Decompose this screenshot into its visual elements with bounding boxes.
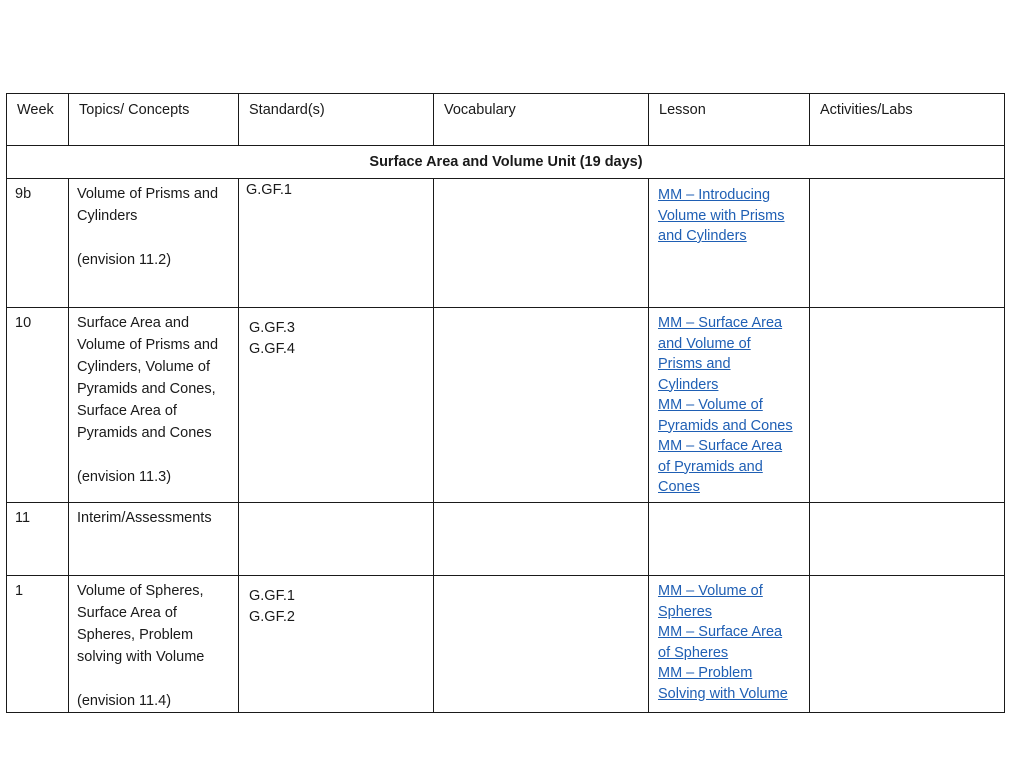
standards-cell: G.GF.3 G.GF.4 [239,308,434,503]
lesson-link-introducing-volume[interactable]: MM – Introducing Volume with Prisms and Cylinders [658,187,785,244]
source-text: (envision 11.2) [77,252,172,268]
lesson-link-surface-area-volume-prisms[interactable]: MM – Surface Area and Volume of Prisms and Cylinders [658,315,783,393]
table-row [7,503,1005,576]
topics-cell: Interim/Assessments [69,503,239,576]
lesson-link-surface-area-pyramids-cones[interactable]: MM – Surface Area of Pyramids and Cones [658,438,783,495]
activities-cell [810,308,1005,503]
lesson-cell [649,576,810,713]
standards-cell [239,503,434,576]
lesson-link-surface-area-spheres[interactable]: MM – Surface Area of Spheres [658,624,783,661]
week-cell: 1 [7,576,69,713]
header-standards: Standard(s) [239,94,434,146]
activities-cell [810,179,1005,308]
topics-cell: Surface Area and Volume of Prisms and Cylinders, Volume of Pyramids and Cones, Surface Area of Pyramids and Cones (envision 11.3) [69,308,239,503]
lesson-cell [649,308,810,503]
vocabulary-cell [434,179,649,308]
standards-cell: G.GF.1 G.GF.2 [239,576,434,713]
lesson-link-volume-spheres[interactable]: MM – Volume of Spheres [658,583,763,620]
source-text: (envision 11.4) [77,693,172,709]
lesson-cell [649,179,810,308]
header-vocabulary: Vocabulary [434,94,649,146]
lesson-cell [649,503,810,576]
activities-cell [810,576,1005,713]
week-cell: 11 [7,503,69,576]
standards-cell: G.GF.1 [239,179,434,308]
header-activities: Activities/Labs [810,94,1005,146]
unit-title: Surface Area and Volume Unit (19 days) [7,146,1005,179]
vocabulary-cell [434,576,649,713]
lesson-link-problem-solving-volume[interactable]: MM – Problem Solving with Volume [658,665,788,702]
table-row [7,179,1005,308]
header-topics: Topics/ Concepts [69,94,239,146]
unit-title-row [7,146,1005,179]
header-lesson: Lesson [649,94,810,146]
topics-cell: Volume of Spheres, Surface Area of Spheres, Problem solving with Volume (envision 11.4) [69,576,239,713]
week-cell: 10 [7,308,69,503]
week-cell: 9b [7,179,69,308]
table-row [7,308,1005,503]
unit-plan-table [6,93,1005,713]
table-row [7,576,1005,713]
vocabulary-cell [434,308,649,503]
header-week: Week [7,94,69,146]
vocabulary-cell [434,503,649,576]
topics-cell: Volume of Prisms and Cylinders (envision 11.2) [69,179,239,308]
source-text: (envision 11.3) [77,469,172,485]
header-row [7,94,1005,146]
activities-cell [810,503,1005,576]
lesson-link-volume-pyramids-cones[interactable]: MM – Volume of Pyramids and Cones [658,397,793,434]
